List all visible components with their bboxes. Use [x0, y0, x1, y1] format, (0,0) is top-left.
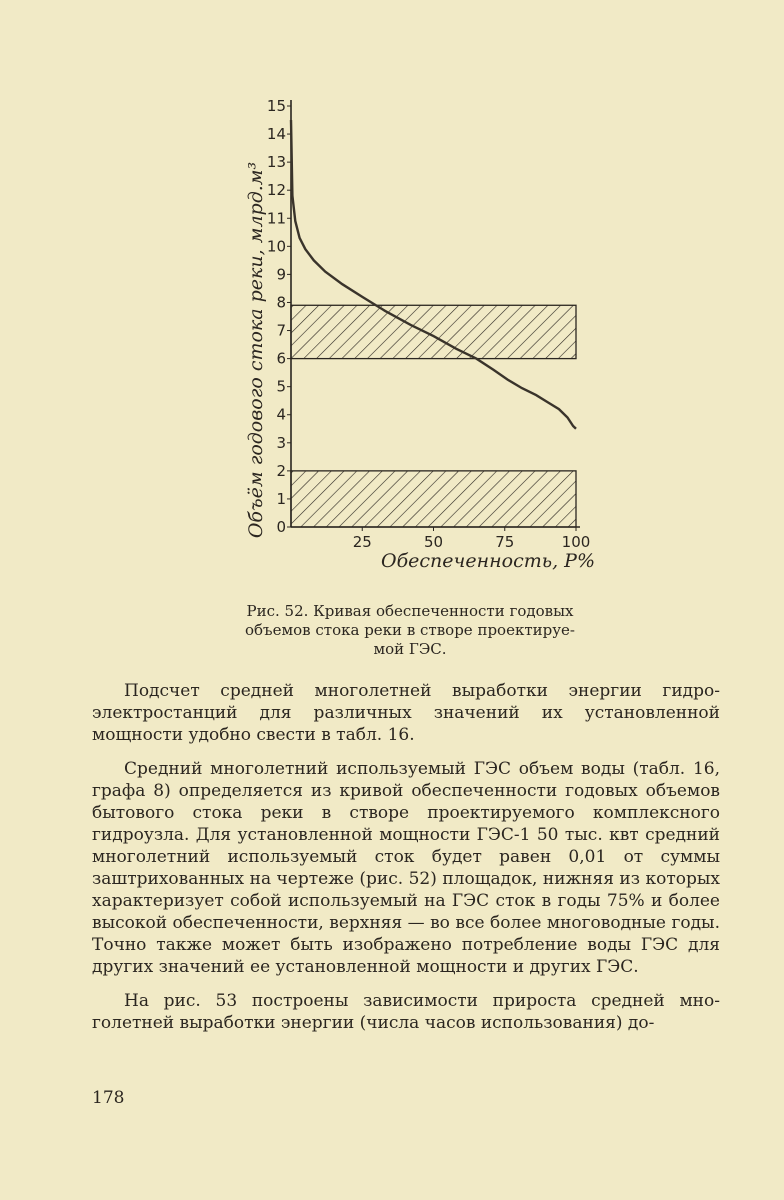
caption-line-3: мой ГЭС. — [373, 640, 447, 658]
x-tick-label: 25 — [352, 533, 372, 551]
y-tick-label: 6 — [276, 349, 286, 368]
x-tick-label: 100 — [561, 533, 591, 551]
y-tick-label: 15 — [266, 97, 286, 115]
body-text — [92, 680, 720, 1046]
paragraph-3: На рис. 53 построены зависимости прироста средней многолетней выработки энергии (числа часов использования) до- — [92, 991, 720, 1033]
y-tick-label: 9 — [276, 265, 286, 284]
caption-line-1: Рис. 52. Кривая обеспеченности годовых — [246, 602, 574, 620]
hatched-band-1 — [291, 471, 576, 527]
x-tick-labels — [353, 527, 591, 551]
y-tick-label: 0 — [276, 518, 286, 536]
x-axis-title: Обеспеченность, P% — [381, 550, 595, 572]
y-tick-label: 11 — [266, 209, 286, 228]
supply-curve — [291, 120, 576, 429]
y-tick-label: 4 — [276, 405, 286, 424]
figure-caption — [210, 602, 610, 659]
hatched-band-2 — [291, 305, 576, 358]
y-tick-label: 7 — [276, 321, 286, 340]
y-tick-labels — [267, 97, 291, 536]
y-tick-label: 8 — [276, 293, 286, 312]
y-tick-label: 3 — [276, 433, 286, 452]
x-tick-label: 50 — [423, 533, 444, 551]
x-tick-label: 75 — [495, 533, 515, 551]
paragraph-2: Средний многолетний используемый ГЭС объем воды (табл. 16, графа 8) определяется из кривой обеспеченности годовых объемов бытового стока реки в створе проектируемого комплексного гидроузла. Для установленной мощности ГЭС-1 50 тыс. квт средний многолетний используемый сток будет равен 0,01 от суммы заштрихованных на чертеже (рис. 52) площадок, нижняя из которых характеризует собой используемый на ГЭС сток в годы 75% и более высокой обеспеченности, верхняя — во все более многоводные годы. Точно также может быть изображено потребление воды ГЭС для других значений ее установленной мощности и других ГЭС. — [92, 759, 720, 977]
y-tick-label: 12 — [266, 181, 286, 200]
y-tick-label: 5 — [276, 377, 286, 396]
page-number: 178 — [92, 1088, 125, 1108]
y-tick-label: 10 — [266, 237, 286, 256]
y-tick-label: 1 — [276, 489, 286, 508]
y-tick-label: 2 — [276, 461, 286, 480]
paragraph-1: Подсчет средней многолетней выработки энергии гидроэлектростанций для различных значений их установленной мощности удобно свести в табл. 16. — [92, 681, 720, 745]
y-tick-label: 13 — [266, 153, 286, 172]
y-axis-title: Объём годового стока реки, млрд.м³ — [245, 161, 267, 539]
hatched-bands — [291, 305, 576, 527]
caption-line-2: объемов стока реки в створе проектируе- — [244, 621, 575, 639]
y-tick-label: 14 — [266, 125, 286, 144]
supply-curve-line-1 — [291, 120, 576, 429]
